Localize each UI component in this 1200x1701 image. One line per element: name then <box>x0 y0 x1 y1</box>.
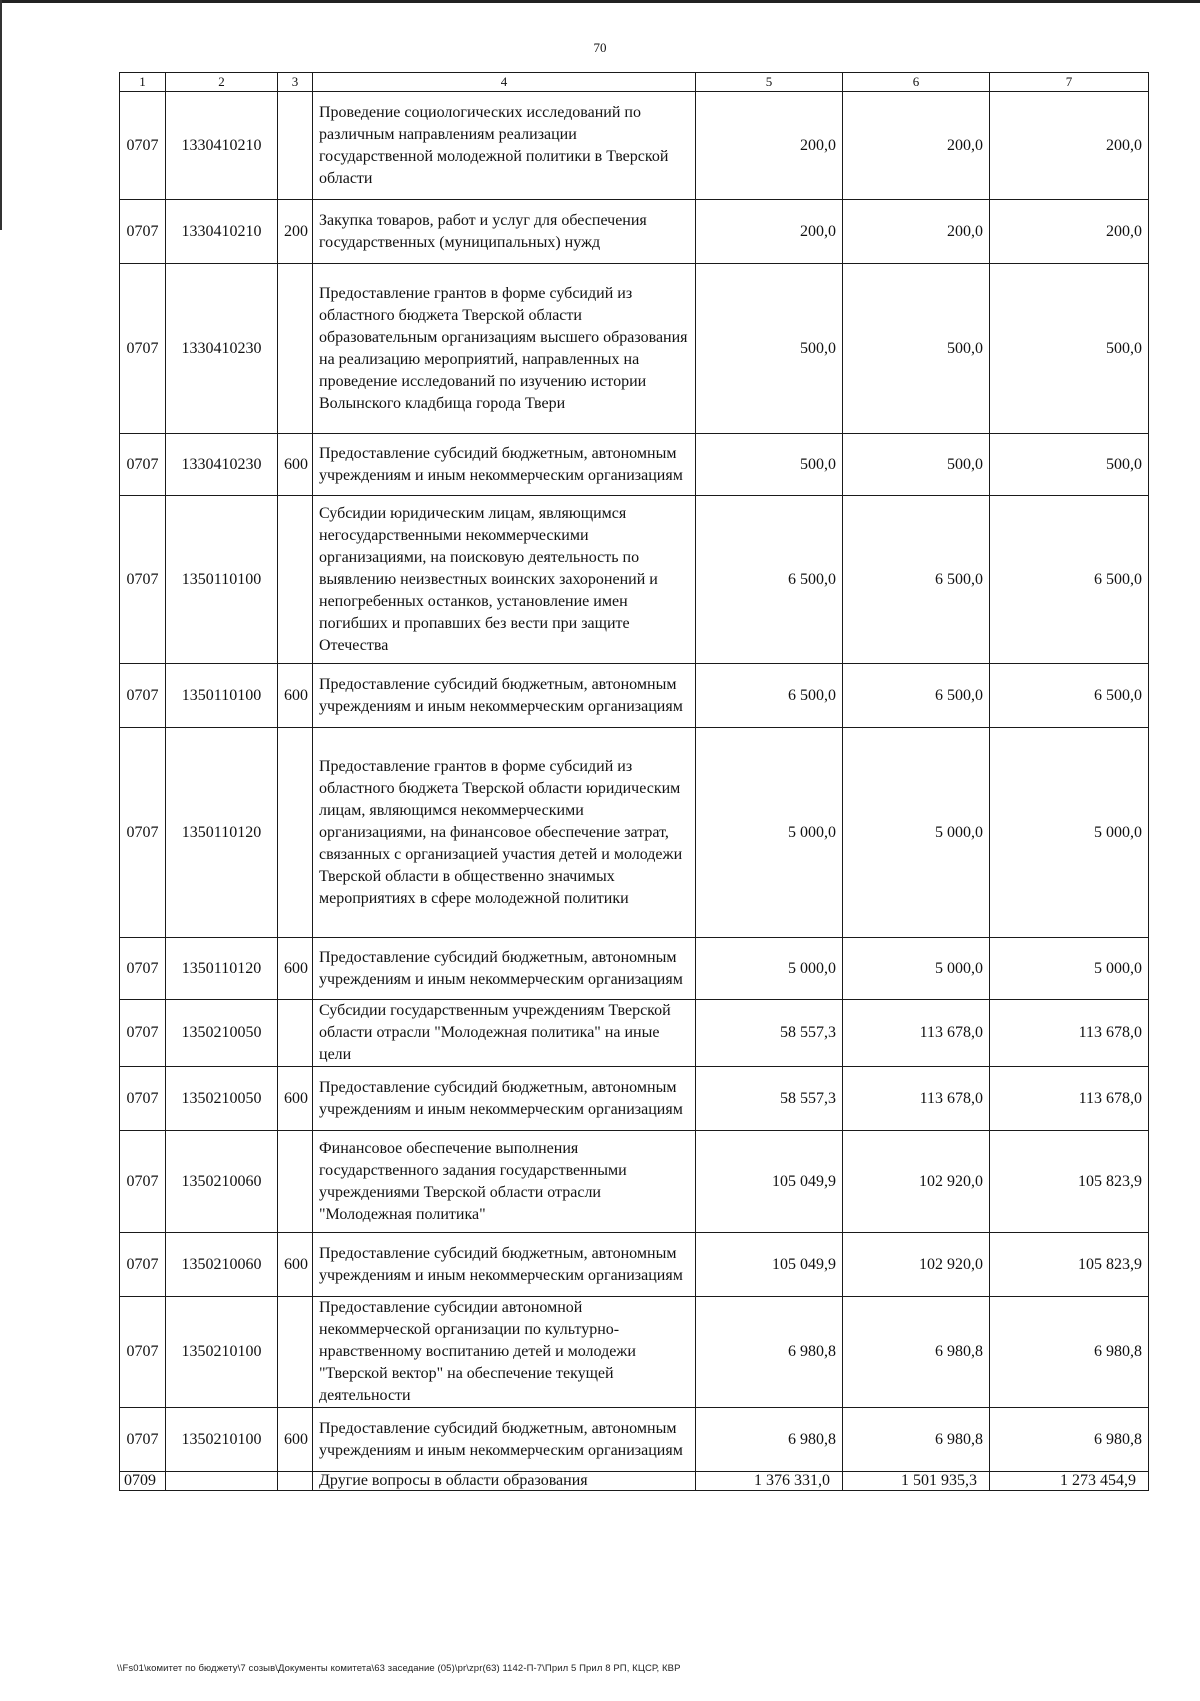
amount-col5: 58 557,3 <box>696 1000 843 1067</box>
column-header: 7 <box>990 73 1149 92</box>
expense-type-code: 600 <box>278 1233 313 1297</box>
amount-col6: 200,0 <box>843 200 990 264</box>
table-row <box>120 434 1149 496</box>
section-code: 0707 <box>120 1131 166 1233</box>
amount-col6: 500,0 <box>843 434 990 496</box>
amount-col7: 200,0 <box>990 200 1149 264</box>
amount-col5: 105 049,9 <box>696 1233 843 1297</box>
section-code: 0707 <box>120 728 166 938</box>
amount-col7: 105 823,9 <box>990 1233 1149 1297</box>
section-code: 0707 <box>120 1233 166 1297</box>
target-article-code: 1350110100 <box>166 496 278 664</box>
table-row <box>120 264 1149 434</box>
section-code: 0707 <box>120 264 166 434</box>
total-amount-col7: 1 273 454,9 <box>990 1472 1149 1491</box>
row-description: Предоставление субсидии автономной некоммерческой организации по культурно-нравственному воспитанию детей и молодежи "Тверской вектор" на обеспечение текущей деятельности <box>313 1297 696 1408</box>
amount-col7: 5 000,0 <box>990 938 1149 1000</box>
section-code: 0707 <box>120 1067 166 1131</box>
amount-col7: 5 000,0 <box>990 728 1149 938</box>
page-top-edge <box>0 0 1200 3</box>
amount-col6: 6 980,8 <box>843 1408 990 1472</box>
amount-col6: 6 500,0 <box>843 496 990 664</box>
expense-type-code <box>278 92 313 200</box>
target-article-code: 1350210100 <box>166 1297 278 1408</box>
row-description: Предоставление субсидий бюджетным, автономным учреждениям и иным некоммерческим организациям <box>313 938 696 1000</box>
section-code: 0707 <box>120 434 166 496</box>
column-header: 1 <box>120 73 166 92</box>
section-code: 0707 <box>120 200 166 264</box>
amount-col7: 500,0 <box>990 434 1149 496</box>
amount-col6: 102 920,0 <box>843 1131 990 1233</box>
section-code: 0707 <box>120 1297 166 1408</box>
amount-col5: 6 500,0 <box>696 664 843 728</box>
row-description: Предоставление грантов в форме субсидий из областного бюджета Тверской области образовательным организациям высшего образования на реализацию мероприятий, направленных на проведение исследований по изучению истории Волынского кладбища города Твери <box>313 264 696 434</box>
scan-left-edge <box>0 0 2 230</box>
column-header: 5 <box>696 73 843 92</box>
column-header: 6 <box>843 73 990 92</box>
amount-col7: 6 980,8 <box>990 1408 1149 1472</box>
amount-col5: 105 049,9 <box>696 1131 843 1233</box>
target-article-code: 1350210060 <box>166 1131 278 1233</box>
amount-col5: 200,0 <box>696 92 843 200</box>
table-row <box>120 1297 1149 1408</box>
amount-col7: 200,0 <box>990 92 1149 200</box>
section-code: 0707 <box>120 92 166 200</box>
amount-col5: 6 500,0 <box>696 496 843 664</box>
amount-col5: 500,0 <box>696 434 843 496</box>
amount-col5: 58 557,3 <box>696 1067 843 1131</box>
table-row <box>120 1131 1149 1233</box>
row-description: Проведение социологических исследований по различным направлениям реализации государственной молодежной политики в Тверской области <box>313 92 696 200</box>
table-row <box>120 496 1149 664</box>
expense-type-code <box>278 1000 313 1067</box>
amount-col6: 5 000,0 <box>843 728 990 938</box>
table-row <box>120 938 1149 1000</box>
total-amount-col5: 1 376 331,0 <box>696 1472 843 1491</box>
section-code: 0707 <box>120 496 166 664</box>
row-description: Предоставление субсидий бюджетным, автономным учреждениям и иным некоммерческим организациям <box>313 1067 696 1131</box>
amount-col6: 200,0 <box>843 92 990 200</box>
amount-col6: 113 678,0 <box>843 1067 990 1131</box>
amount-col6: 113 678,0 <box>843 1000 990 1067</box>
page-number: 70 <box>593 40 607 55</box>
total-target-article-code <box>166 1472 278 1491</box>
amount-col5: 5 000,0 <box>696 728 843 938</box>
target-article-code: 1330410230 <box>166 434 278 496</box>
section-code: 0707 <box>120 1000 166 1067</box>
amount-col5: 500,0 <box>696 264 843 434</box>
table-row <box>120 1233 1149 1297</box>
amount-col6: 5 000,0 <box>843 938 990 1000</box>
expense-type-code: 600 <box>278 434 313 496</box>
row-description: Закупка товаров, работ и услуг для обеспечения государственных (муниципальных) нужд <box>313 200 696 264</box>
target-article-code: 1350110120 <box>166 728 278 938</box>
table-row <box>120 200 1149 264</box>
footer-file-path: \\Fs01\комитет по бюджету\7 созыв\Документы комитета\63 заседание (05)\pr\zpr(63) 1142-П-7\Прил 5 Прил 8 РП, КЦСР, КВР <box>117 1663 681 1674</box>
column-header: 3 <box>278 73 313 92</box>
target-article-code: 1350110100 <box>166 664 278 728</box>
target-article-code: 1350210050 <box>166 1000 278 1067</box>
amount-col6: 6 500,0 <box>843 664 990 728</box>
amount-col5: 6 980,8 <box>696 1297 843 1408</box>
amount-col7: 113 678,0 <box>990 1067 1149 1131</box>
target-article-code: 1330410210 <box>166 92 278 200</box>
row-description: Предоставление субсидий бюджетным, автономным учреждениям и иным некоммерческим организациям <box>313 434 696 496</box>
amount-col6: 6 980,8 <box>843 1297 990 1408</box>
budget-table <box>119 72 1149 1491</box>
total-expense-type-code <box>278 1472 313 1491</box>
expense-type-code <box>278 1297 313 1408</box>
expense-type-code: 600 <box>278 664 313 728</box>
row-description: Предоставление субсидий бюджетным, автономным учреждениям и иным некоммерческим организациям <box>313 1233 696 1297</box>
table-row <box>120 664 1149 728</box>
target-article-code: 1350210100 <box>166 1408 278 1472</box>
amount-col7: 6 500,0 <box>990 664 1149 728</box>
expense-type-code: 600 <box>278 1408 313 1472</box>
total-section-code: 0709 <box>120 1472 166 1491</box>
column-header: 2 <box>166 73 278 92</box>
section-code: 0707 <box>120 938 166 1000</box>
table-row <box>120 728 1149 938</box>
section-code: 0707 <box>120 664 166 728</box>
section-code: 0707 <box>120 1408 166 1472</box>
expense-type-code <box>278 496 313 664</box>
expense-type-code <box>278 264 313 434</box>
amount-col6: 102 920,0 <box>843 1233 990 1297</box>
amount-col7: 105 823,9 <box>990 1131 1149 1233</box>
target-article-code: 1330410230 <box>166 264 278 434</box>
amount-col6: 500,0 <box>843 264 990 434</box>
expense-type-code <box>278 728 313 938</box>
total-row <box>120 1472 1149 1491</box>
row-description: Предоставление субсидий бюджетным, автономным учреждениям и иным некоммерческим организациям <box>313 1408 696 1472</box>
row-description: Финансовое обеспечение выполнения государственного задания государственными учреждениями Тверской области отрасли "Молодежная политика" <box>313 1131 696 1233</box>
expense-type-code: 600 <box>278 938 313 1000</box>
amount-col7: 6 980,8 <box>990 1297 1149 1408</box>
row-description: Субсидии государственным учреждениям Тверской области отрасли "Молодежная политика" на иные цели <box>313 1000 696 1067</box>
column-number-header <box>120 73 1149 92</box>
row-description: Предоставление грантов в форме субсидий из областного бюджета Тверской области юридическим лицам, являющимся некоммерческими организациями, на финансовое обеспечение затрат, связанных с организацией участия детей и молодежи Тверской области в общественно значимых мероприятиях в сфере молодежной политики <box>313 728 696 938</box>
table-row <box>120 1408 1149 1472</box>
column-header: 4 <box>313 73 696 92</box>
row-description: Субсидии юридическим лицам, являющимся негосударственными некоммерческими организациями, на поисковую деятельность по выявлению неизвестных воинских захоронений и непогребенных останков, установление имен погибших и пропавших без вести при защите Отечества <box>313 496 696 664</box>
table-row <box>120 1067 1149 1131</box>
target-article-code: 1350210050 <box>166 1067 278 1131</box>
target-article-code: 1350210060 <box>166 1233 278 1297</box>
row-description: Предоставление субсидий бюджетным, автономным учреждениям и иным некоммерческим организациям <box>313 664 696 728</box>
expense-type-code: 200 <box>278 200 313 264</box>
amount-col5: 6 980,8 <box>696 1408 843 1472</box>
amount-col7: 113 678,0 <box>990 1000 1149 1067</box>
target-article-code: 1330410210 <box>166 200 278 264</box>
amount-col5: 200,0 <box>696 200 843 264</box>
total-row-description: Другие вопросы в области образования <box>313 1472 696 1491</box>
table-row <box>120 92 1149 200</box>
amount-col7: 500,0 <box>990 264 1149 434</box>
expense-type-code: 600 <box>278 1067 313 1131</box>
table-row <box>120 1000 1149 1067</box>
amount-col5: 5 000,0 <box>696 938 843 1000</box>
expense-type-code <box>278 1131 313 1233</box>
total-amount-col6: 1 501 935,3 <box>843 1472 990 1491</box>
target-article-code: 1350110120 <box>166 938 278 1000</box>
amount-col7: 6 500,0 <box>990 496 1149 664</box>
